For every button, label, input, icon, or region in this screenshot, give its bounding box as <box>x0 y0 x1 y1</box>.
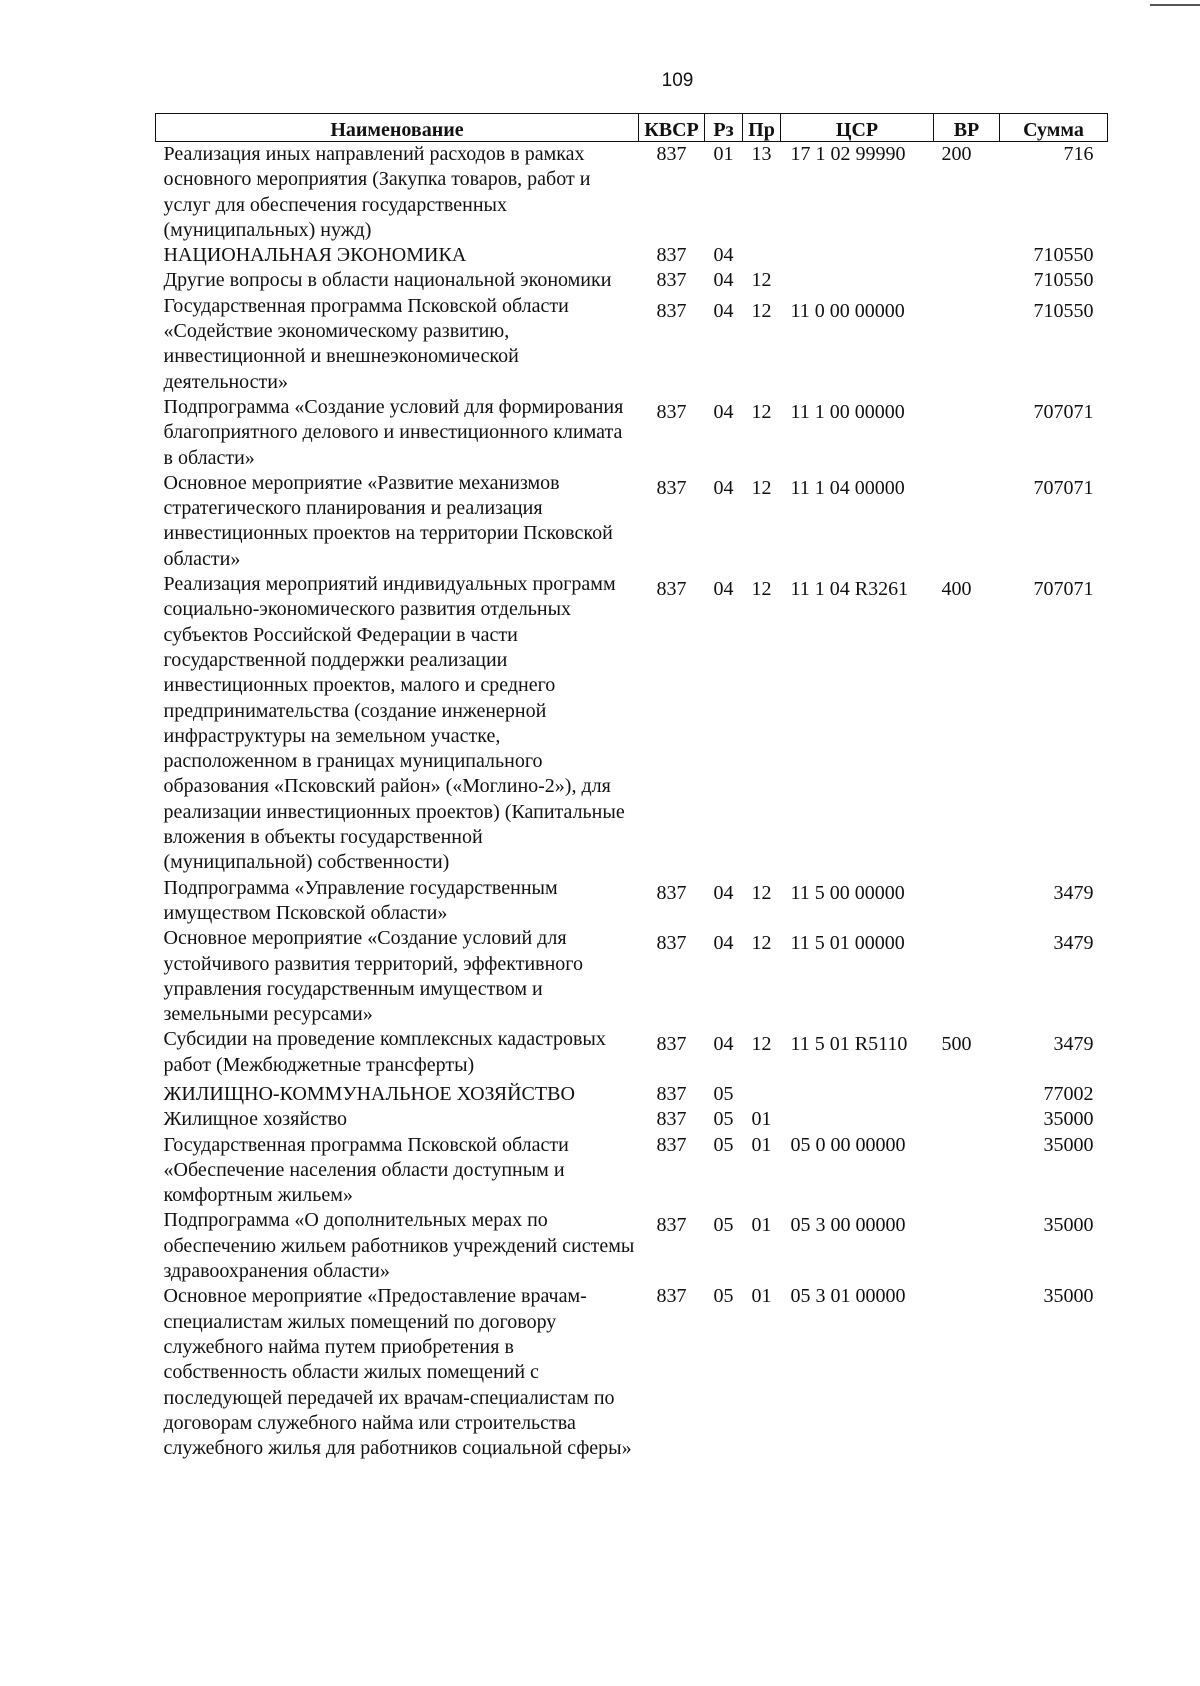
row-csr <box>781 1107 934 1132</box>
row-vr <box>934 1133 1000 1209</box>
row-kvsr: 837 <box>656 400 687 423</box>
row-vr <box>934 1107 1000 1132</box>
row-name: Реализация мероприятий индивидуальных программ социально-экономического развития отдельных субъектов Российской Федерации в части государственной поддержки реализации инвестиционных проектов, малого и среднего предпринимательства (создание инженерной инфраструктуры на земельном участке, расположенном в границах муниципального образования «Псковский район» («Моглино-2»), для реализации инвестиционных проектов) (Капитальные вложения в объекты государственной (муниципальной) собственности) <box>163 573 625 874</box>
row-kvsr: 837 <box>656 269 687 292</box>
row-sum: 35000 <box>1043 1108 1094 1131</box>
budget-table <box>155 113 1108 1461</box>
row-csr: 11 0 00 00000 <box>790 299 905 322</box>
row-name: Другие вопросы в области национальной экономики <box>163 269 612 292</box>
table-row <box>156 1027 1108 1078</box>
row-sum: 77002 <box>1043 1082 1094 1105</box>
row-vr <box>934 243 1000 268</box>
row-kvsr: 837 <box>656 1033 687 1056</box>
row-sum: 710550 <box>1033 299 1094 322</box>
row-rz: 01 <box>713 143 734 165</box>
row-pr: 12 <box>751 1033 772 1056</box>
table-row <box>156 876 1108 927</box>
row-vr <box>934 395 1000 471</box>
row-vr: 400 <box>941 578 972 601</box>
row-rz: 05 <box>713 1133 734 1156</box>
row-name: Основное мероприятие «Развитие механизмов стратегического планирования и реализация инвестиционных проектов на территории Псковской области» <box>163 471 613 570</box>
table-row <box>156 395 1108 471</box>
header-sum: Сумма <box>1000 114 1108 142</box>
row-sum: 707071 <box>1033 578 1094 601</box>
row-name: ЖИЛИЩНО-КОММУНАЛЬНОЕ ХОЗЯЙСТВО <box>163 1082 575 1105</box>
row-kvsr: 837 <box>656 1082 687 1105</box>
row-kvsr: 837 <box>656 1108 687 1131</box>
table-row <box>156 471 1108 572</box>
row-kvsr: 837 <box>656 881 687 904</box>
row-sum: 710550 <box>1033 269 1094 292</box>
row-rz: 05 <box>713 1285 734 1308</box>
row-pr: 12 <box>751 881 772 904</box>
row-vr <box>934 926 1000 1027</box>
row-rz: 04 <box>713 400 734 423</box>
row-name: Жилищное хозяйство <box>163 1108 347 1131</box>
table-row <box>156 268 1108 293</box>
header-name: Наименование <box>156 114 639 142</box>
row-csr <box>781 243 934 268</box>
row-sum: 35000 <box>1043 1285 1094 1308</box>
row-kvsr: 837 <box>656 1214 687 1237</box>
row-rz: 04 <box>713 299 734 322</box>
row-rz: 04 <box>713 1033 734 1056</box>
row-csr: 05 3 00 00000 <box>790 1214 906 1237</box>
row-vr <box>934 268 1000 293</box>
row-pr: 12 <box>751 578 772 601</box>
row-name: Субсидии на проведение комплексных кадастровых работ (Межбюджетные трансферты) <box>163 1028 606 1076</box>
row-name: Государственная программа Псковской области «Обеспечение населения области доступным и комфортным жильем» <box>163 1133 569 1207</box>
row-sum: 716 <box>1063 143 1094 165</box>
header-kvsr: КВСР <box>639 114 705 142</box>
row-sum: 710550 <box>1033 244 1094 267</box>
row-sum: 3479 <box>1053 881 1094 904</box>
row-vr <box>934 294 1000 395</box>
row-pr: 12 <box>751 400 772 423</box>
row-rz: 05 <box>713 1108 734 1131</box>
row-name: Подпрограмма «Создание условий для формирования благоприятного делового и инвестиционного климата в области» <box>163 395 624 469</box>
row-csr: 11 1 04 R3261 <box>790 578 909 601</box>
row-sum: 3479 <box>1053 1033 1094 1056</box>
row-vr <box>934 876 1000 927</box>
page-number: 109 <box>661 70 694 91</box>
row-pr: 12 <box>751 269 772 292</box>
row-vr <box>934 1284 1000 1461</box>
header-csr: ЦСР <box>781 114 934 142</box>
row-name: Подпрограмма «О дополнительных мерах по обеспечению жильем работников учреждений системы здравоохранения области» <box>163 1209 635 1283</box>
row-pr: 13 <box>751 143 772 165</box>
row-csr: 11 1 04 00000 <box>790 476 905 499</box>
table-row <box>156 1284 1108 1461</box>
table-row <box>156 294 1108 395</box>
row-rz: 04 <box>713 476 734 499</box>
row-pr: 12 <box>751 932 772 955</box>
row-kvsr: 837 <box>656 476 687 499</box>
row-csr: 11 5 00 00000 <box>790 881 905 904</box>
row-name: Подпрограмма «Управление государственным имуществом Псковской области» <box>163 876 558 924</box>
row-csr: 17 1 02 99990 <box>790 143 906 165</box>
row-name: Государственная программа Псковской области «Содействие экономическому развитию, инвестиционной и внешнеэкономической деятельности» <box>163 294 569 393</box>
row-vr: 200 <box>941 143 972 165</box>
row-kvsr: 837 <box>656 932 687 955</box>
table-header-row <box>156 114 1108 142</box>
row-pr: 12 <box>751 476 772 499</box>
row-csr: 11 5 01 00000 <box>790 932 905 955</box>
row-vr <box>934 1078 1000 1107</box>
row-rz: 04 <box>713 244 734 267</box>
row-rz: 05 <box>713 1214 734 1237</box>
row-rz: 04 <box>713 881 734 904</box>
row-kvsr: 837 <box>656 299 687 322</box>
row-name: НАЦИОНАЛЬНАЯ ЭКОНОМИКА <box>163 244 467 267</box>
row-name: Основное мероприятие «Создание условий для устойчивого развития территорий, эффективного управления государственным имуществом и земельными ресурсами» <box>163 927 583 1026</box>
row-rz: 04 <box>713 269 734 292</box>
row-rz: 04 <box>713 578 734 601</box>
header-rz: Рз <box>705 114 743 142</box>
row-csr <box>781 1078 934 1107</box>
row-sum: 35000 <box>1043 1214 1094 1237</box>
row-pr: 01 <box>751 1285 772 1308</box>
table-row <box>156 243 1108 268</box>
table-row <box>156 1133 1108 1209</box>
header-pr: Пр <box>743 114 781 142</box>
row-csr <box>781 268 934 293</box>
row-pr: 01 <box>751 1108 772 1131</box>
row-csr: 11 5 01 R5110 <box>790 1033 908 1056</box>
row-pr: 12 <box>751 299 772 322</box>
row-pr <box>743 243 781 268</box>
row-pr <box>743 1078 781 1107</box>
row-sum: 707071 <box>1033 476 1094 499</box>
row-name: Основное мероприятие «Предоставление врачам-специалистам жилых помещений по договору служебного найма путем приобретения в собственность области жилых помещений с последующей передачей их врачам-специалистам по договорам служебного найма или строительства служебного жилья для работников социальной сферы» <box>163 1285 632 1460</box>
row-pr: 01 <box>751 1133 772 1156</box>
row-kvsr: 837 <box>656 1133 687 1156</box>
row-csr: 11 1 00 00000 <box>790 400 905 423</box>
row-pr: 01 <box>751 1214 772 1237</box>
table-row <box>156 1208 1108 1284</box>
scan-edge-mark <box>1150 4 1200 6</box>
table-row <box>156 1078 1108 1107</box>
row-sum: 35000 <box>1043 1133 1094 1156</box>
row-rz: 04 <box>713 932 734 955</box>
row-csr: 05 3 01 00000 <box>790 1285 906 1308</box>
row-vr <box>934 1208 1000 1284</box>
row-name: Реализация иных направлений расходов в рамках основного мероприятия (Закупка товаров, работ и услуг для обеспечения государственных (муниципальных) нужд) <box>163 143 591 241</box>
table-row <box>156 142 1108 244</box>
header-vr: ВР <box>934 114 1000 142</box>
row-kvsr: 837 <box>656 1285 687 1308</box>
row-sum: 3479 <box>1053 932 1094 955</box>
row-csr: 05 0 00 00000 <box>790 1133 906 1156</box>
row-kvsr: 837 <box>656 143 687 165</box>
row-kvsr: 837 <box>656 578 687 601</box>
table-row <box>156 572 1108 876</box>
row-vr <box>934 471 1000 572</box>
table-row <box>156 1107 1108 1132</box>
row-sum: 707071 <box>1033 400 1094 423</box>
row-vr: 500 <box>941 1033 972 1056</box>
table-row <box>156 926 1108 1027</box>
row-rz: 05 <box>713 1082 734 1105</box>
row-kvsr: 837 <box>656 244 687 267</box>
